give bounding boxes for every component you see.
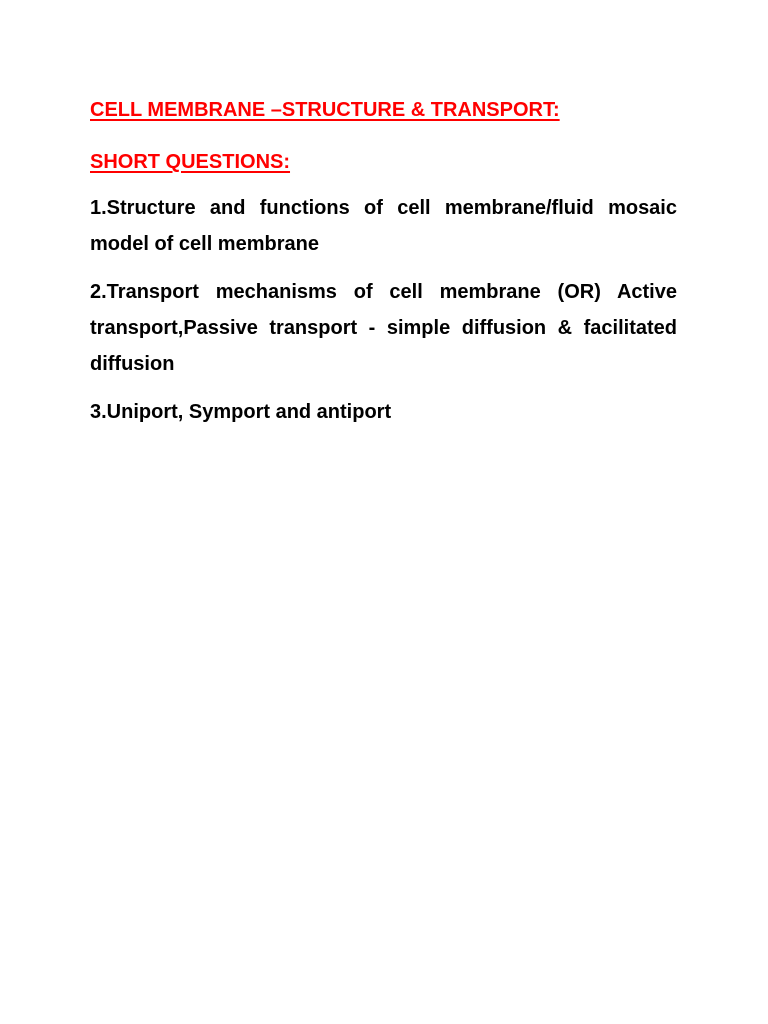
- document-content: [90, 92, 677, 442]
- document-title: CELL MEMBRANE –STRUCTURE & TRANSPORT:: [90, 99, 560, 121]
- question-item: 3.Uniport, Symport and antiport: [90, 401, 392, 423]
- section-heading: SHORT QUESTIONS:: [90, 151, 291, 173]
- question-item: 2.Transport mechanisms of cell membrane (OR) Active transport,Passive transport - simple diffusion & facilitated diffusion: [90, 281, 677, 375]
- question-item: 1.Structure and functions of cell membrane/fluid mosaic model of cell membrane: [90, 197, 677, 255]
